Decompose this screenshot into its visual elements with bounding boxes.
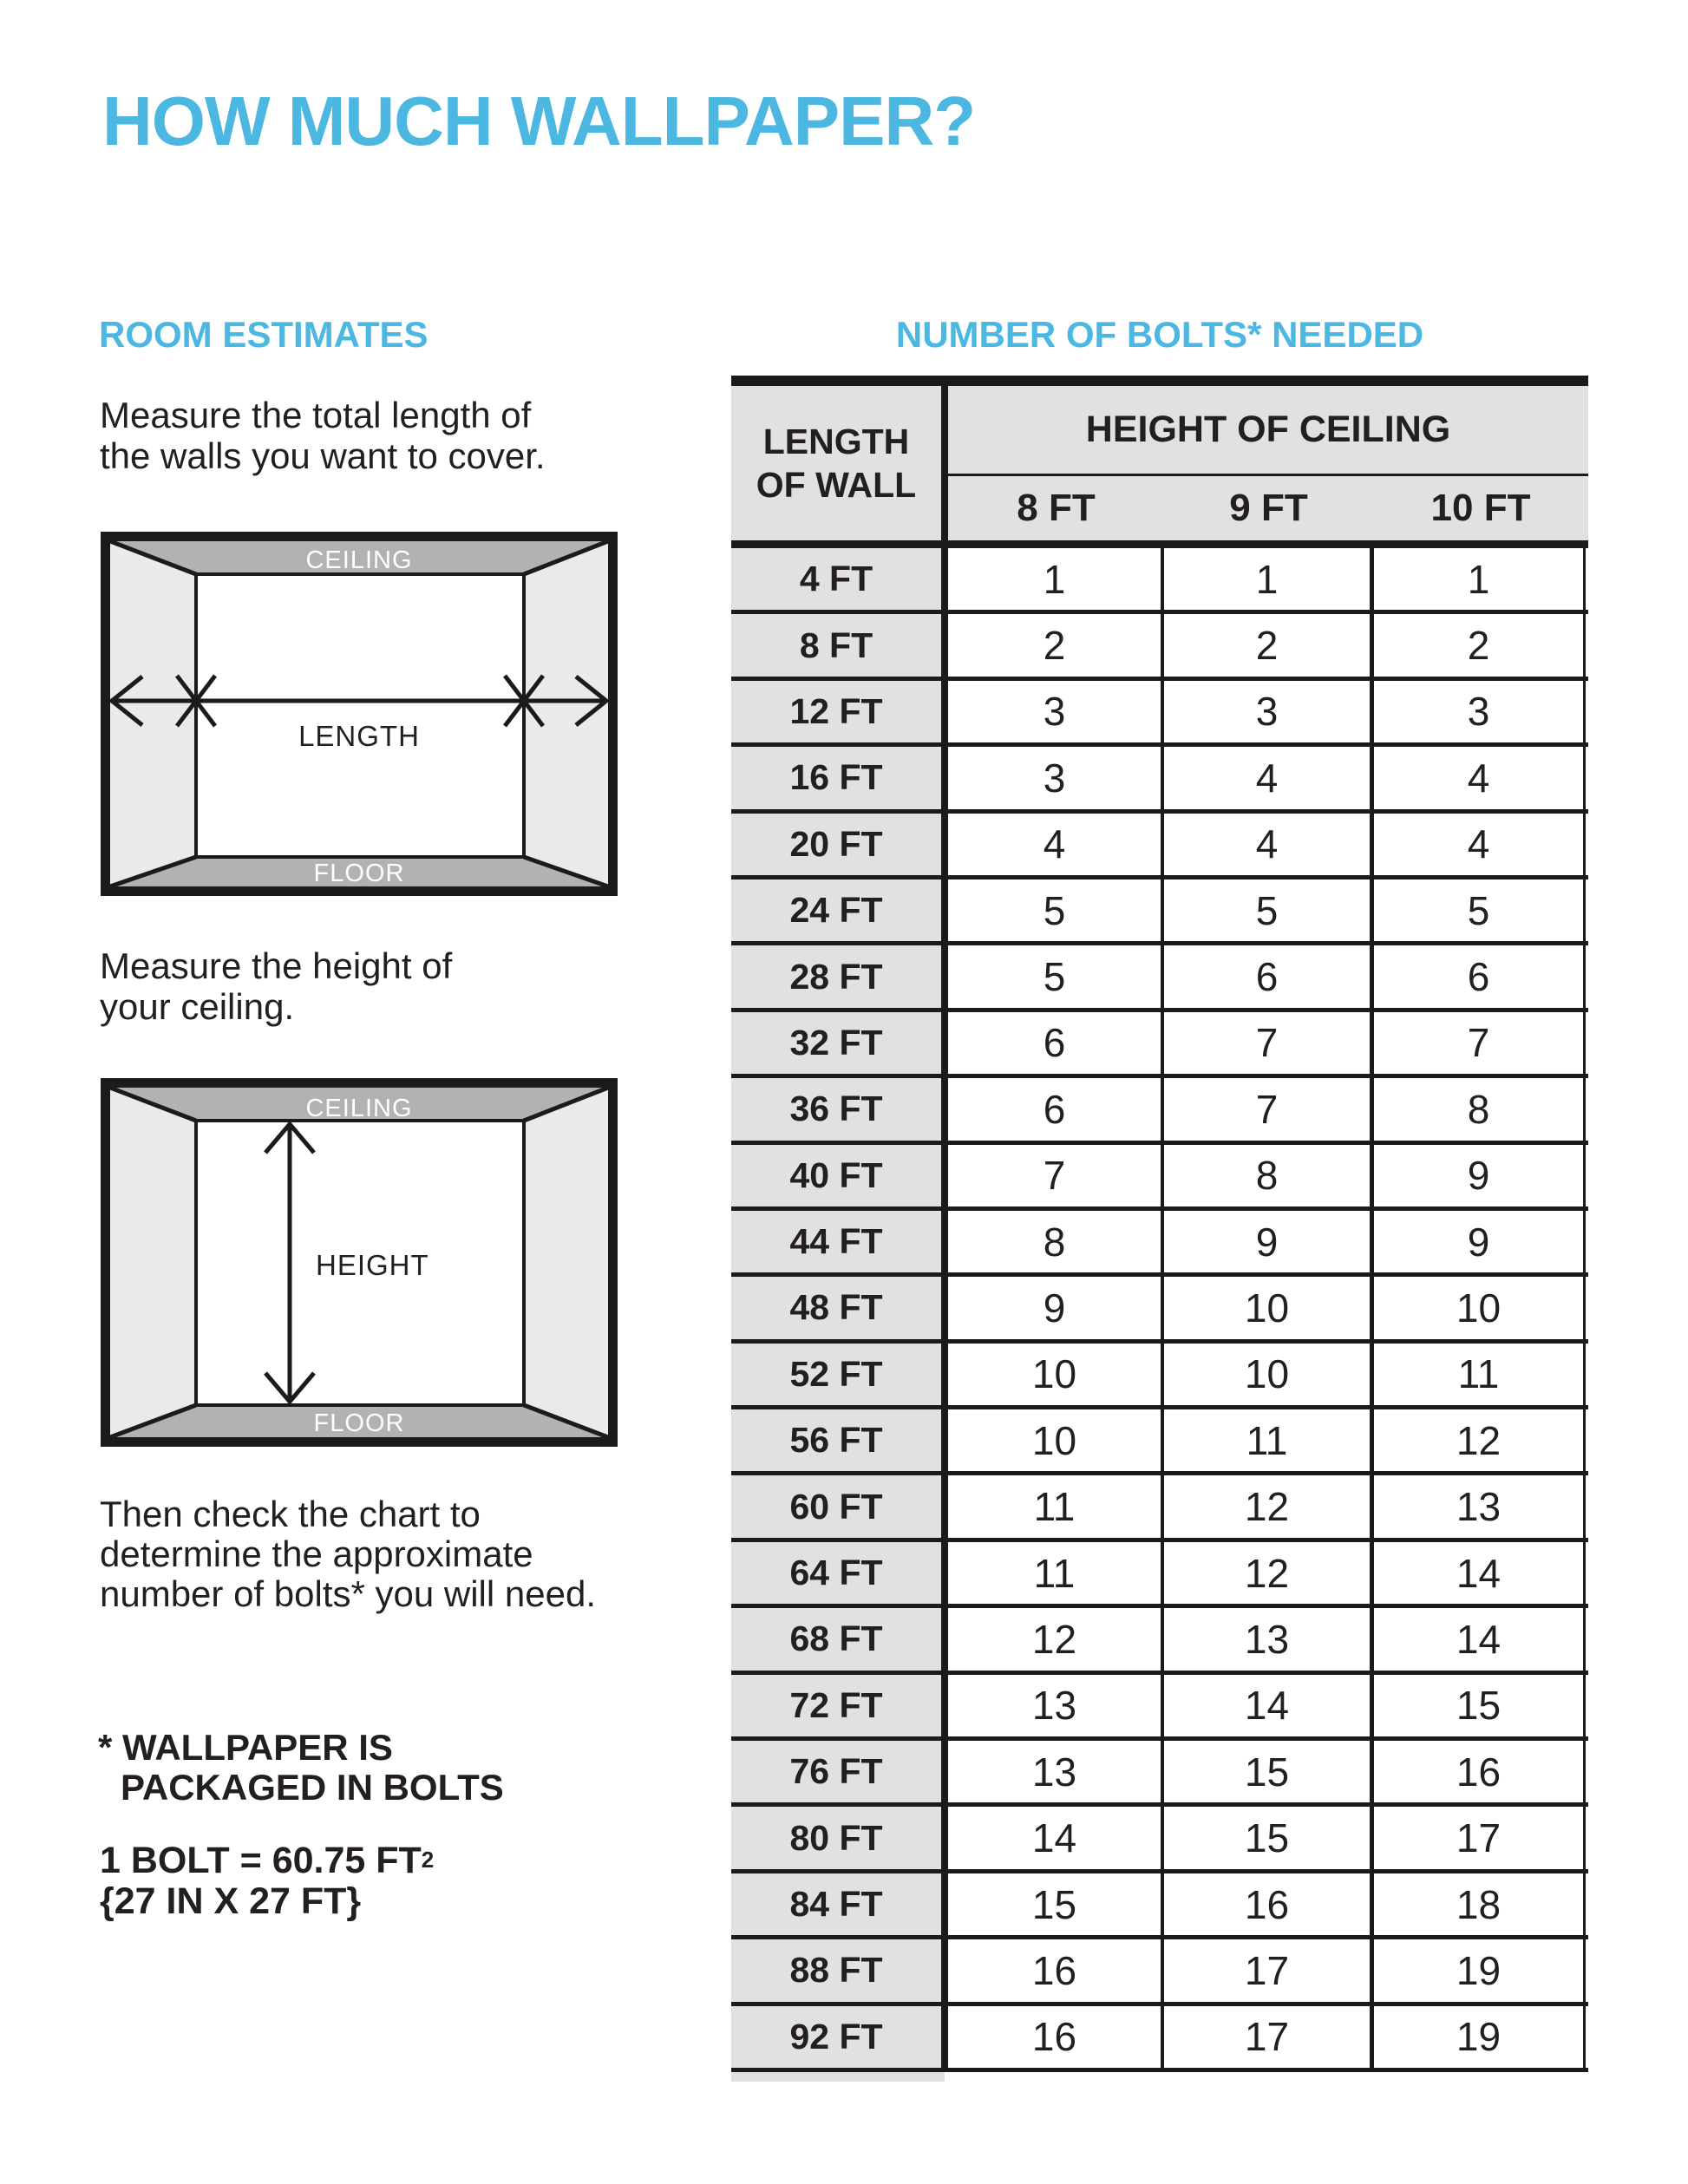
cell-bolts-10ft: 4 (1374, 814, 1583, 875)
row-length-label: 16 FT (731, 747, 941, 808)
row-vertical-divider (941, 1741, 948, 1802)
table-right-border (1583, 814, 1586, 875)
row-length-label: 72 FT (731, 1675, 941, 1736)
row-length-label: 24 FT (731, 879, 941, 941)
table-row (731, 1211, 1588, 1277)
table-row (731, 1741, 1588, 1807)
page-title: HOW MUCH WALLPAPER? (102, 82, 976, 160)
instruction-measure-length (100, 395, 546, 476)
cell-bolts-10ft: 3 (1374, 681, 1583, 742)
cell-bolts-10ft: 14 (1374, 1542, 1583, 1604)
row-length-label: 84 FT (731, 1873, 941, 1935)
table-right-border (1583, 1939, 1586, 2001)
row-length-label: 64 FT (731, 1542, 941, 1604)
cell-bolts-8ft: 5 (948, 945, 1161, 1007)
table-row (731, 614, 1588, 680)
row-length-label: 80 FT (731, 1807, 941, 1868)
row-vertical-divider (941, 1939, 948, 2001)
cell-bolts-8ft: 13 (948, 1675, 1161, 1736)
cell-bolts-8ft: 13 (948, 1741, 1161, 1802)
table-right-border (1583, 548, 1586, 610)
table-right-border (1583, 1475, 1586, 1537)
table-row (731, 879, 1588, 945)
cell-bolts-9ft: 12 (1164, 1475, 1370, 1537)
text-line: determine the approximate (100, 1533, 533, 1574)
table-right-border (1583, 747, 1586, 808)
table-top-border (731, 376, 1588, 386)
cell-bolts-8ft: 11 (948, 1475, 1161, 1537)
cell-bolts-9ft: 9 (1164, 1211, 1370, 1272)
cell-bolts-9ft: 3 (1164, 681, 1370, 742)
column-header-length-of-wall: LENGTH OF WALL (731, 386, 941, 540)
cell-bolts-8ft: 7 (948, 1145, 1161, 1206)
cell-bolts-9ft: 4 (1164, 814, 1370, 875)
cell-bolts-10ft: 7 (1374, 1012, 1583, 1074)
bolts-needed-heading: NUMBER OF BOLTS* NEEDED (895, 314, 1424, 355)
table-right-border (1583, 2006, 1586, 2068)
instruction-measure-height (100, 945, 452, 1027)
table-body (731, 548, 1588, 2072)
row-vertical-divider (941, 2006, 948, 2068)
row-length-label: 52 FT (731, 1344, 941, 1405)
row-length-label: 60 FT (731, 1475, 941, 1537)
row-length-label: 76 FT (731, 1741, 941, 1802)
row-vertical-divider (941, 945, 948, 1007)
cell-bolts-8ft: 5 (948, 879, 1161, 941)
table-right-border (1583, 1012, 1586, 1074)
table-row (731, 1078, 1588, 1144)
cell-bolts-10ft: 12 (1374, 1409, 1583, 1471)
cell-bolts-9ft: 2 (1164, 614, 1370, 676)
row-length-label: 44 FT (731, 1211, 941, 1272)
table-bottom-stub (731, 2072, 945, 2082)
cell-bolts-10ft: 11 (1374, 1344, 1583, 1405)
text-line: Measure the total length of (100, 395, 532, 435)
cell-bolts-9ft: 15 (1164, 1741, 1370, 1802)
text-line: your ceiling. (100, 986, 295, 1027)
table-row (731, 1277, 1588, 1343)
left-wall (110, 541, 196, 886)
row-length-label: 48 FT (731, 1277, 941, 1338)
cell-bolts-8ft: 10 (948, 1409, 1161, 1471)
row-vertical-divider (941, 1277, 948, 1338)
cell-bolts-10ft: 4 (1374, 747, 1583, 808)
cell-bolts-8ft: 16 (948, 2006, 1161, 2068)
table-right-border (1583, 1675, 1586, 1736)
table-row (731, 1409, 1588, 1475)
row-vertical-divider (941, 1344, 948, 1405)
row-vertical-divider (941, 1873, 948, 1935)
table-right-border (1583, 1211, 1586, 1272)
text-line: the walls you want to cover. (100, 435, 546, 476)
table-row (731, 1012, 1588, 1078)
cell-bolts-8ft: 3 (948, 681, 1161, 742)
cell-bolts-10ft: 9 (1374, 1211, 1583, 1272)
row-vertical-divider (941, 1475, 948, 1537)
row-length-label: 12 FT (731, 681, 941, 742)
room-height-diagram (101, 1078, 618, 1447)
table-row (731, 747, 1588, 813)
cell-bolts-9ft: 8 (1164, 1145, 1370, 1206)
cell-bolts-9ft: 15 (1164, 1807, 1370, 1868)
cell-bolts-8ft: 10 (948, 1344, 1161, 1405)
room-length-diagram (101, 532, 618, 896)
row-vertical-divider (941, 1542, 948, 1604)
cell-bolts-8ft: 8 (948, 1211, 1161, 1272)
table-row (731, 1873, 1588, 1939)
cell-bolts-10ft: 10 (1374, 1277, 1583, 1338)
cell-bolts-8ft: 9 (948, 1277, 1161, 1338)
right-wall (524, 1088, 608, 1437)
bolts-table (731, 376, 1588, 2082)
cell-bolts-9ft: 7 (1164, 1078, 1370, 1140)
row-length-label: 28 FT (731, 945, 941, 1007)
table-right-border (1583, 1145, 1586, 1206)
text-line: * WALLPAPER IS (98, 1727, 393, 1768)
row-length-label: 68 FT (731, 1608, 941, 1670)
table-row (731, 1145, 1588, 1211)
column-header-9ft: 9 FT (1229, 487, 1308, 529)
cell-bolts-10ft: 16 (1374, 1741, 1583, 1802)
text-line: Measure the height of (100, 945, 453, 986)
table-right-border (1583, 681, 1586, 742)
cell-bolts-8ft: 6 (948, 1078, 1161, 1140)
cell-bolts-10ft: 19 (1374, 1939, 1583, 2001)
back-wall (196, 574, 524, 857)
cell-bolts-10ft: 19 (1374, 2006, 1583, 2068)
row-length-label: 4 FT (731, 548, 941, 610)
text-line: Then check the chart to (100, 1494, 481, 1534)
table-header (731, 386, 1588, 540)
table-right-border (1583, 1344, 1586, 1405)
row-vertical-divider (941, 879, 948, 941)
bolt-spec (100, 1840, 434, 1922)
row-vertical-divider (941, 681, 948, 742)
table-right-border (1583, 879, 1586, 941)
cell-bolts-10ft: 2 (1374, 614, 1583, 676)
row-length-label: 8 FT (731, 614, 941, 676)
row-length-label: 20 FT (731, 814, 941, 875)
cell-bolts-9ft: 11 (1164, 1409, 1370, 1471)
table-row (731, 1475, 1588, 1541)
table-right-border (1583, 614, 1586, 676)
row-vertical-divider (941, 548, 948, 610)
cell-bolts-9ft: 10 (1164, 1344, 1370, 1405)
row-vertical-divider (941, 1409, 948, 1471)
table-right-border (1583, 1807, 1586, 1868)
cell-bolts-8ft: 11 (948, 1542, 1161, 1604)
table-right-border (1583, 1542, 1586, 1604)
cell-bolts-9ft: 14 (1164, 1675, 1370, 1736)
instruction-check-chart (100, 1494, 596, 1614)
cell-bolts-8ft: 12 (948, 1608, 1161, 1670)
bolt-dimensions-line: {27 IN X 27 FT} (100, 1880, 362, 1922)
text-line: PACKAGED IN BOLTS (121, 1767, 504, 1808)
cell-bolts-9ft: 17 (1164, 1939, 1370, 2001)
table-right-border (1583, 1873, 1586, 1935)
cell-bolts-8ft: 6 (948, 1012, 1161, 1074)
left-wall (110, 1088, 196, 1437)
cell-bolts-10ft: 8 (1374, 1078, 1583, 1140)
cell-bolts-9ft: 16 (1164, 1873, 1370, 1935)
table-row (731, 1344, 1588, 1409)
cell-bolts-9ft: 5 (1164, 879, 1370, 941)
table-row (731, 1608, 1588, 1674)
table-row (731, 2006, 1588, 2072)
row-vertical-divider (941, 1211, 948, 1272)
header-vertical-divider (941, 386, 948, 540)
cell-bolts-8ft: 16 (948, 1939, 1161, 2001)
room-estimates-heading: ROOM ESTIMATES (99, 314, 429, 355)
cell-bolts-9ft: 1 (1164, 548, 1370, 610)
row-vertical-divider (941, 1078, 948, 1140)
row-length-label: 32 FT (731, 1012, 941, 1074)
text-line: number of bolts* you will need. (100, 1573, 596, 1614)
ceiling-label: CEILING (305, 546, 413, 574)
table-right-border (1583, 945, 1586, 1007)
row-length-label: 56 FT (731, 1409, 941, 1471)
row-length-label: 36 FT (731, 1078, 941, 1140)
cell-bolts-10ft: 17 (1374, 1807, 1583, 1868)
row-length-label: 92 FT (731, 2006, 941, 2068)
row-vertical-divider (941, 1012, 948, 1074)
column-header-10ft: 10 FT (1430, 487, 1531, 529)
ceiling-label: CEILING (305, 1095, 413, 1122)
table-subheader-row (948, 476, 1588, 540)
header-separator (731, 540, 1588, 548)
row-length-label: 40 FT (731, 1145, 941, 1206)
cell-bolts-10ft: 13 (1374, 1475, 1583, 1537)
cell-bolts-10ft: 18 (1374, 1873, 1583, 1935)
cell-bolts-9ft: 13 (1164, 1608, 1370, 1670)
cell-bolts-8ft: 4 (948, 814, 1161, 875)
wallpaper-bolts-footnote (98, 1728, 504, 1808)
length-dimension-label: LENGTH (298, 720, 420, 752)
cell-bolts-10ft: 1 (1374, 548, 1583, 610)
column-group-header-height-of-ceiling: HEIGHT OF CEILING (948, 386, 1588, 476)
cell-bolts-8ft: 3 (948, 747, 1161, 808)
table-row (731, 1807, 1588, 1873)
table-row (731, 1675, 1588, 1741)
table-right-border (1583, 1078, 1586, 1140)
cell-bolts-8ft: 1 (948, 548, 1161, 610)
floor-label: FLOOR (313, 1409, 405, 1437)
cell-bolts-9ft: 12 (1164, 1542, 1370, 1604)
table-right-border (1583, 1608, 1586, 1670)
table-right-border (1583, 1741, 1586, 1802)
bolt-size-line: 1 BOLT = 60.75 $FT^2$ (100, 1840, 435, 1881)
row-vertical-divider (941, 1807, 948, 1868)
cell-bolts-9ft: 17 (1164, 2006, 1370, 2068)
row-vertical-divider (941, 1608, 948, 1670)
table-row (731, 945, 1588, 1011)
cell-bolts-10ft: 5 (1374, 879, 1583, 941)
row-vertical-divider (941, 614, 948, 676)
cell-bolts-8ft: 14 (948, 1807, 1161, 1868)
row-vertical-divider (941, 1675, 948, 1736)
cell-bolts-8ft: 15 (948, 1873, 1161, 1935)
cell-bolts-9ft: 6 (1164, 945, 1370, 1007)
cell-bolts-10ft: 14 (1374, 1608, 1583, 1670)
row-vertical-divider (941, 1145, 948, 1206)
row-vertical-divider (941, 814, 948, 875)
table-row (731, 814, 1588, 879)
column-header-8ft: 8 FT (1017, 487, 1096, 529)
table-right-border (1583, 1409, 1586, 1471)
cell-bolts-9ft: 7 (1164, 1012, 1370, 1074)
height-dimension-label: HEIGHT (316, 1249, 429, 1281)
cell-bolts-10ft: 9 (1374, 1145, 1583, 1206)
table-row (731, 681, 1588, 747)
cell-bolts-9ft: 4 (1164, 747, 1370, 808)
row-vertical-divider (941, 747, 948, 808)
table-row (731, 1939, 1588, 2005)
floor-label: FLOOR (313, 860, 405, 887)
row-length-label: 88 FT (731, 1939, 941, 2001)
cell-bolts-10ft: 6 (1374, 945, 1583, 1007)
table-row (731, 548, 1588, 614)
cell-bolts-8ft: 2 (948, 614, 1161, 676)
right-wall (524, 541, 608, 886)
table-right-border (1583, 1277, 1586, 1338)
table-row (731, 1542, 1588, 1608)
superscript-2: 2 (421, 1847, 435, 1873)
cell-bolts-10ft: 15 (1374, 1675, 1583, 1736)
cell-bolts-9ft: 10 (1164, 1277, 1370, 1338)
